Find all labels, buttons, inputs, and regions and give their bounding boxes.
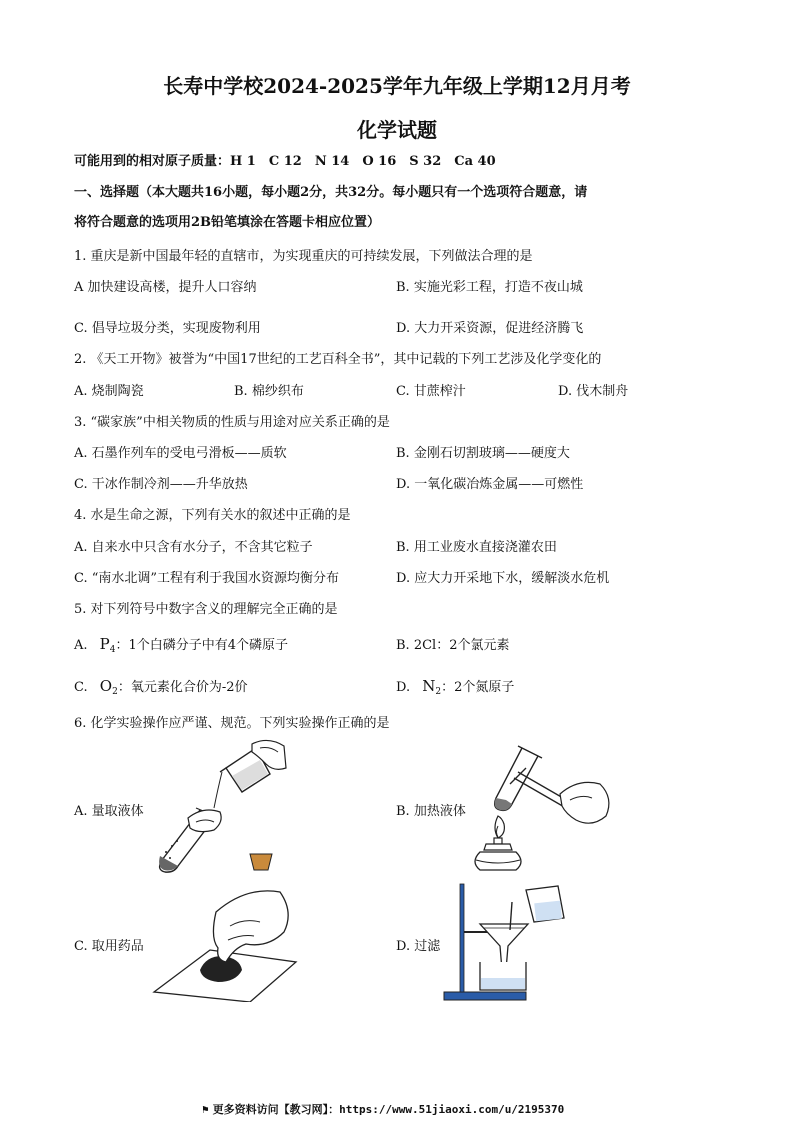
q5-option-a	[74, 634, 288, 655]
q5-d-label: D.	[396, 680, 411, 695]
q5-a-formula: P	[99, 635, 110, 653]
q2-option-b: B. 棉纱织布	[234, 384, 304, 399]
flag-icon: ⚑	[202, 1103, 209, 1116]
section-heading-line1: 一、选择题（本大题共16小题，每小题2分，共32分。每小题只有一个选项符合题意，请	[74, 185, 588, 200]
q3-option-b: B. 金刚石切割玻璃——硬度大	[396, 446, 570, 461]
q5-option-b: B. 2Cl：2个氯元素	[396, 638, 510, 653]
atomic-masses: 可能用到的相对原子质量：H 1 C 12 N 14 O 16 S 32 Ca 40	[74, 154, 496, 169]
q6-option-c: C. 取用药品	[74, 939, 144, 954]
q5-c-label: C.	[74, 680, 88, 695]
q2-option-a: A. 烧制陶瓷	[74, 384, 144, 399]
footer	[202, 1101, 564, 1117]
q6-option-d: D. 过滤	[396, 939, 441, 954]
q1-option-a: A 加快建设高楼，提升人口容纳	[74, 280, 257, 295]
q5-c-formula: O	[99, 677, 113, 695]
q6-option-a: A. 量取液体	[74, 804, 144, 819]
page-subtitle: 化学试题	[357, 118, 437, 142]
q6-option-b: B. 加热液体	[396, 804, 466, 819]
heat-liquid-figure	[466, 738, 616, 873]
q5-c-text: ：氧元素化合价为-2价	[117, 680, 248, 695]
q1-option-c: C. 倡导垃圾分类，实现废物利用	[74, 321, 261, 336]
q1-option-d: D. 大力开采资源，促进经济腾飞	[396, 321, 584, 336]
q4-stem: 4. 水是生命之源，下列有关水的叙述中正确的是	[74, 508, 351, 523]
q5-d-subscript: 2	[435, 687, 442, 697]
page-title: 长寿中学校2024-2025学年九年级上学期12月月考	[163, 74, 631, 98]
q5-option-d	[396, 676, 514, 697]
q2-stem: 2. 《天工开物》被誉为“中国17世纪的工艺百科全书”，其中记载的下列工艺涉及化学变化的	[74, 352, 602, 367]
q4-option-c: C. “南水北调”工程有利于我国水资源均衡分布	[74, 571, 340, 586]
footer-link[interactable]: 更多资料访问【教习网】：https://www.51jiaoxi.com/u/2195370	[212, 1103, 565, 1116]
q5-a-text: ：1个白磷分子中有4个磷原子	[115, 638, 289, 653]
q1-stem: 1. 重庆是新中国最年轻的直辖市，为实现重庆的可持续发展，下列做法合理的是	[74, 249, 533, 264]
q3-option-a: A. 石墨作列车的受电弓滑板——质软	[74, 446, 287, 461]
section-heading-line2: 将符合题意的选项用2B铅笔填涂在答题卡相应位置）	[74, 215, 381, 230]
q5-a-label: A.	[74, 638, 88, 653]
q2-option-c: C. 甘蔗榨汁	[396, 384, 466, 399]
q3-stem: 3. “碳家族”中相关物质的性质与用途对应关系正确的是	[74, 415, 390, 430]
take-chemical-figure	[150, 852, 300, 1002]
q1-option-b: B. 实施光彩工程，打造不夜山城	[396, 280, 583, 295]
q5-option-c	[74, 676, 247, 697]
q5-stem: 5. 对下列符号中数字含义的理解完全正确的是	[74, 602, 338, 617]
q5-d-formula: N	[422, 677, 436, 695]
q4-option-d: D. 应大力开采地下水，缓解淡水危机	[396, 571, 610, 586]
q6-stem: 6. 化学实验操作应严谨、规范。下列实验操作正确的是	[74, 716, 390, 731]
q5-d-text: ：2个氮原子	[441, 680, 515, 695]
filtration-figure	[440, 880, 580, 1005]
q2-option-d: D. 伐木制舟	[558, 384, 629, 399]
q5-a-subscript: 4	[109, 645, 116, 655]
q5-c-subscript: 2	[112, 687, 118, 697]
q3-option-d: D. 一氧化碳冶炼金属——可燃性	[396, 477, 584, 492]
q4-option-a: A. 自来水中只含有水分子，不含其它粒子	[74, 540, 313, 555]
q3-option-c: C. 干冰作制冷剂——升华放热	[74, 477, 248, 492]
q4-option-b: B. 用工业废水直接浇灌农田	[396, 540, 557, 555]
